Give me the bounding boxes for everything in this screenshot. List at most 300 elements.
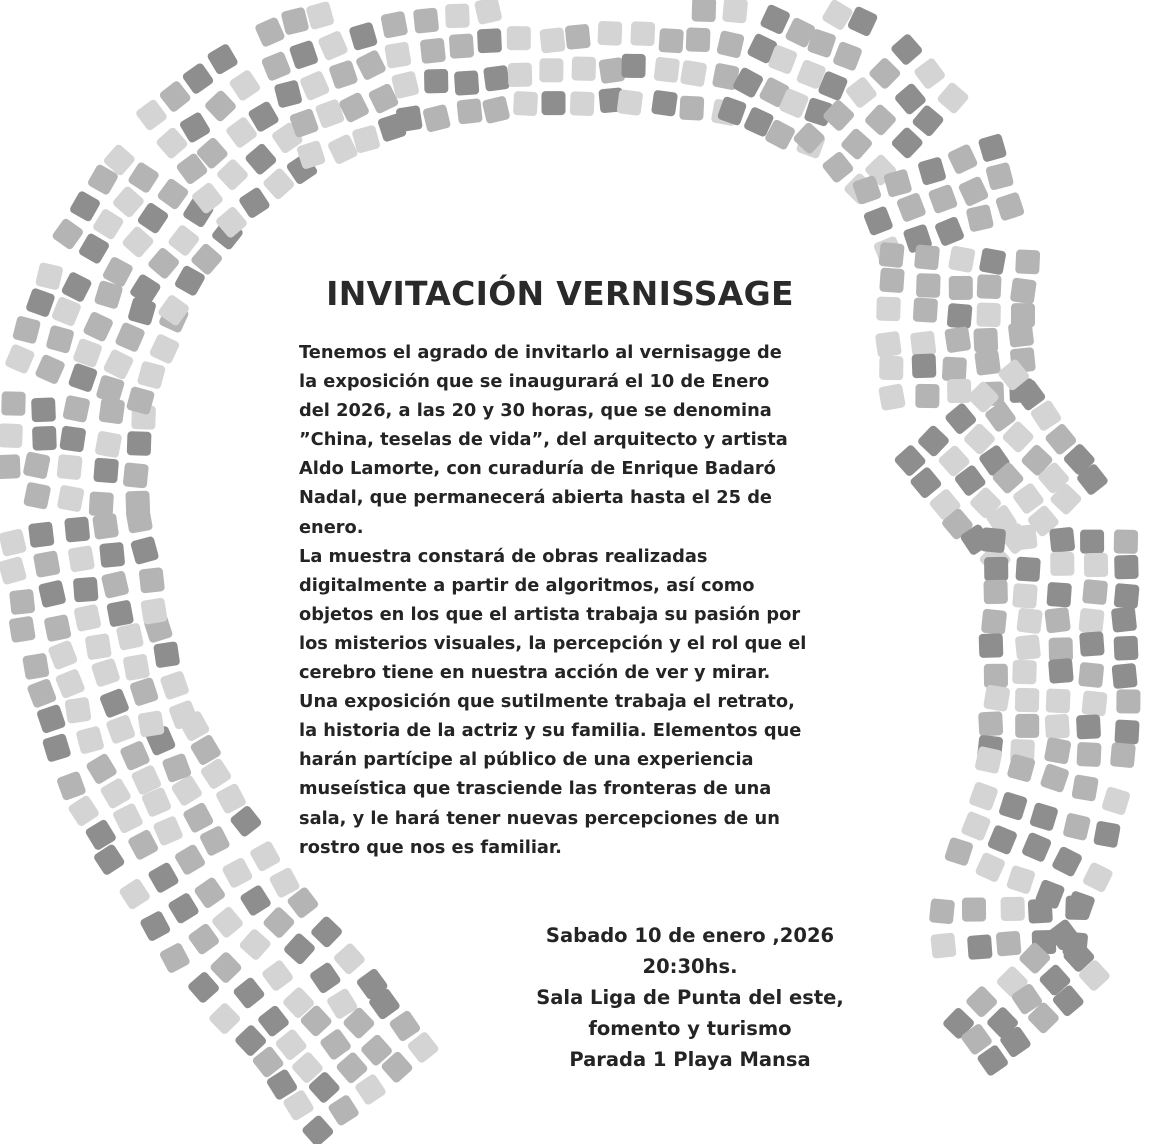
mosaic-tile xyxy=(125,491,150,516)
body-line: museística que trasciende las fronteras de una xyxy=(299,778,772,800)
body-line: Aldo Lamorte, con curaduría de Enrique Badaró xyxy=(299,458,776,480)
mosaic-tile xyxy=(257,1004,291,1038)
mosaic-tile xyxy=(73,604,101,632)
mosaic-tile xyxy=(254,16,286,48)
mosaic-tile xyxy=(384,41,412,69)
mosaic-tile xyxy=(980,527,1006,553)
mosaic-tile xyxy=(1116,689,1140,713)
mosaic-tile xyxy=(280,7,309,36)
mosaic-tile xyxy=(0,423,23,448)
mosaic-tile xyxy=(12,315,41,344)
mosaic-tile xyxy=(1076,714,1101,739)
body-line: sala, y le hará tener nuevas percepciones de un xyxy=(299,807,780,829)
body-line: harán partícipe al público de una experiencia xyxy=(299,749,754,771)
mosaic-tile xyxy=(890,126,924,160)
event-time: 20:30hs. xyxy=(642,955,738,978)
mosaic-tile xyxy=(67,545,95,573)
mosaic-tile xyxy=(75,725,104,754)
mosaic-tile xyxy=(299,70,331,102)
mosaic-tile xyxy=(896,192,927,223)
mosaic-tile xyxy=(1012,660,1037,685)
mosaic-tile xyxy=(283,932,317,966)
mosaic-tile xyxy=(507,26,531,50)
mosaic-tile xyxy=(105,714,136,745)
mosaic-tile xyxy=(844,76,878,110)
mosaic-tile xyxy=(913,57,947,91)
body-line: Nadal, que permanecerá abierta hasta el 25 de xyxy=(299,487,772,509)
mosaic-tile xyxy=(56,454,82,480)
mosaic-tile xyxy=(249,840,282,873)
mosaic-tile xyxy=(305,1,335,31)
mosaic-tile xyxy=(35,262,64,291)
mosaic-tile xyxy=(158,80,192,114)
mosaic-tile xyxy=(1076,742,1101,767)
mosaic-tile xyxy=(936,81,970,115)
mosaic-tile xyxy=(949,276,973,300)
mosaic-tile xyxy=(274,79,303,108)
mosaic-tile xyxy=(1114,555,1139,580)
mosaic-tile xyxy=(1015,688,1040,713)
mosaic-tile xyxy=(55,668,86,699)
mosaic-tile xyxy=(976,303,1000,327)
mosaic-tile xyxy=(832,41,863,72)
body-line: la exposición que se inaugurará el 10 de Enero xyxy=(299,371,770,393)
mosaic-tile xyxy=(199,825,231,857)
mosaic-tile xyxy=(1016,608,1043,635)
mosaic-tile xyxy=(4,343,36,375)
event-date: Sabado 10 de enero ,2026 xyxy=(545,924,835,947)
mosaic-tile xyxy=(1015,714,1039,738)
mosaic-tile xyxy=(348,21,378,51)
mosaic-tile xyxy=(968,781,999,812)
mosaic-tile xyxy=(106,599,134,627)
mosaic-tile xyxy=(840,127,874,161)
mosaic-tile xyxy=(474,0,503,25)
body-line: La muestra constará de obras realizadas xyxy=(299,545,708,567)
mosaic-tile xyxy=(112,802,144,834)
mosaic-tile xyxy=(960,810,991,841)
mosaic-tile xyxy=(116,622,145,651)
mosaic-tile xyxy=(193,876,226,909)
mosaic-tile xyxy=(56,771,87,802)
mosaic-tile xyxy=(123,462,149,488)
mosaic-tile xyxy=(328,59,358,89)
mosaic-tile xyxy=(244,142,278,176)
mosaic-tile xyxy=(310,915,344,949)
mosaic-tile xyxy=(658,28,683,53)
mosaic-tile xyxy=(539,58,563,82)
mosaic-tile xyxy=(1082,861,1114,893)
mosaic-tile xyxy=(317,30,349,62)
mosaic-tile xyxy=(630,21,655,46)
mosaic-tile xyxy=(513,91,538,116)
mosaic-tile xyxy=(422,104,451,133)
mosaic-tile xyxy=(1065,895,1090,920)
mosaic-tile xyxy=(1093,820,1121,848)
mosaic-tile xyxy=(43,614,71,642)
mosaic-tile xyxy=(33,550,61,578)
mosaic-tile xyxy=(38,580,67,609)
mosaic-tile xyxy=(209,951,243,985)
mosaic-tile xyxy=(73,577,99,603)
mosaic-tile xyxy=(910,330,937,357)
mosaic-tile xyxy=(93,458,119,484)
mosaic-tile xyxy=(181,62,214,95)
mosaic-tile xyxy=(1049,637,1073,661)
mosaic-tile xyxy=(127,431,152,456)
mosaic-tile xyxy=(59,425,86,452)
mosaic-tile xyxy=(686,27,711,52)
mosaic-tile xyxy=(1078,608,1104,634)
mosaic-tile xyxy=(598,57,625,84)
mosaic-tile xyxy=(539,27,565,53)
mosaic-tile xyxy=(947,303,973,329)
mosaic-tile xyxy=(391,70,420,99)
mosaic-tile xyxy=(1050,552,1074,576)
mosaic-tile xyxy=(413,7,439,33)
mosaic-tile xyxy=(221,857,253,889)
mosaic-tile xyxy=(1011,524,1038,551)
mosaic-tile xyxy=(974,851,1006,883)
mosaic-tile xyxy=(102,348,134,380)
mosaic-tile xyxy=(327,1094,360,1127)
mosaic-tile xyxy=(261,51,292,82)
mosaic-tile xyxy=(182,801,214,833)
mosaic-tile xyxy=(289,40,319,70)
mosaic-tile xyxy=(101,570,130,599)
mosaic-tile xyxy=(1080,530,1104,554)
mosaic-tile xyxy=(944,326,971,353)
mosaic-tile xyxy=(692,0,717,22)
mosaic-tile xyxy=(449,33,475,59)
body-line: enero. xyxy=(299,516,364,538)
mosaic-tile xyxy=(996,931,1022,957)
body-line: Tenemos el agrado de invitarlo al vernisagge de xyxy=(299,342,782,363)
mosaic-tile xyxy=(32,426,57,451)
mosaic-tile xyxy=(62,395,90,423)
mosaic-tile xyxy=(962,897,986,921)
mosaic-tile xyxy=(94,430,122,458)
mosaic-tile xyxy=(864,103,898,137)
mosaic-tile xyxy=(680,60,708,88)
mosaic-tile xyxy=(1079,631,1105,657)
mosaic-tile xyxy=(147,861,180,894)
mosaic-tile xyxy=(9,589,35,615)
mosaic-tile xyxy=(1062,812,1091,841)
mosaic-tile xyxy=(651,90,678,117)
mosaic-tile xyxy=(965,985,999,1019)
mosaic-tile xyxy=(380,11,408,39)
mosaic-tile xyxy=(31,397,56,422)
mosaic-tile xyxy=(64,697,91,724)
mosaic-tile xyxy=(1048,658,1074,684)
mosaic-tile xyxy=(942,357,967,382)
mosaic-tile xyxy=(454,70,479,95)
mosaic-tile xyxy=(152,815,184,847)
mosaic-tile xyxy=(508,62,533,87)
mosaic-tile xyxy=(99,542,125,568)
mosaic-tile xyxy=(92,208,125,241)
mosaic-tile xyxy=(89,491,114,516)
mosaic-tile xyxy=(67,794,100,827)
mosaic-tile xyxy=(974,746,1002,774)
mosaic-tile xyxy=(91,657,121,687)
mosaic-tile xyxy=(47,639,78,670)
mosaic-tile xyxy=(477,28,502,53)
mosaic-tile xyxy=(1051,845,1083,877)
mosaic-tile xyxy=(8,616,35,643)
mosaic-tile xyxy=(947,379,971,403)
mosaic-tile xyxy=(149,333,181,365)
mosaic-tile xyxy=(445,4,470,29)
mosaic-tile xyxy=(1111,606,1137,632)
mosaic-tile xyxy=(118,878,151,911)
mosaic-tile xyxy=(82,311,114,343)
mosaic-tile xyxy=(187,922,220,955)
mosaic-tile xyxy=(354,1073,387,1106)
mosaic-tile xyxy=(420,38,446,64)
mosaic-tile xyxy=(947,143,979,175)
mosaic-tile xyxy=(541,91,565,115)
mosaic-tile xyxy=(395,105,422,132)
event-details xyxy=(510,920,870,1075)
mosaic-tile xyxy=(917,156,947,186)
body-line: objetos en los que el artista trabaja su pasión por xyxy=(299,603,801,625)
mosaic-tile xyxy=(958,175,990,207)
mosaic-tile xyxy=(979,633,1004,658)
mosaic-tile xyxy=(868,56,902,90)
mosaic-tile xyxy=(948,245,976,273)
mosaic-tile xyxy=(1084,553,1108,577)
mosaic-tile xyxy=(57,484,85,512)
mosaic-tile xyxy=(984,557,1008,581)
mosaic-tile xyxy=(1015,249,1040,274)
mosaic-tile xyxy=(890,33,924,67)
mosaic-tile xyxy=(1015,557,1040,582)
mosaic-tile xyxy=(1008,321,1035,348)
mosaic-tile xyxy=(930,932,956,958)
mosaic-tile xyxy=(1045,714,1070,739)
mosaic-tile xyxy=(187,970,221,1004)
mosaic-tile xyxy=(1000,897,1024,921)
mosaic-tile xyxy=(875,331,902,358)
mosaic-tile xyxy=(978,133,1008,163)
mosaic-tile xyxy=(0,454,21,479)
mosaic-tile xyxy=(876,297,901,322)
event-location: Parada 1 Playa Mansa xyxy=(569,1048,811,1071)
mosaic-tile xyxy=(978,711,1003,736)
mosaic-tile xyxy=(1114,529,1139,554)
mosaic-tile xyxy=(204,89,238,123)
mosaic-tile xyxy=(1012,583,1038,609)
mosaic-tile xyxy=(139,567,165,593)
mosaic-tile xyxy=(1078,662,1104,688)
mosaic-tile xyxy=(916,273,941,298)
mosaic-tile xyxy=(216,158,250,192)
mosaic-tile xyxy=(1111,663,1137,689)
mosaic-tile xyxy=(1101,786,1131,816)
mosaic-tile xyxy=(69,190,102,223)
mosaic-tile xyxy=(45,325,74,354)
mosaic-tile xyxy=(26,678,57,709)
mosaic-tile xyxy=(929,898,955,924)
mosaic-tile xyxy=(913,297,938,322)
mosaic-tile xyxy=(983,684,1011,712)
mosaic-tile xyxy=(153,641,180,668)
mosaic-tile xyxy=(977,274,1002,299)
mosaic-tile xyxy=(482,95,511,124)
mosaic-tile xyxy=(156,177,190,211)
mosaic-tile xyxy=(238,186,271,219)
mosaic-tile xyxy=(127,829,159,861)
mosaic-tile xyxy=(0,556,27,586)
mosaic-tile xyxy=(119,740,151,772)
mosaic-tile xyxy=(92,513,119,540)
mosaic-tile xyxy=(572,56,597,81)
mosaic-tile xyxy=(1046,582,1072,608)
mosaic-tile xyxy=(998,791,1028,821)
mosaic-tile xyxy=(36,704,66,734)
mosaic-tile xyxy=(974,349,1001,376)
mosaic-tile xyxy=(232,976,266,1010)
mosaic-tile xyxy=(1044,737,1072,765)
mosaic-tile xyxy=(1044,607,1071,634)
mosaic-tile xyxy=(147,246,181,280)
page-title: INVITACIÓN VERNISSAGE xyxy=(326,274,794,313)
mosaic-tile xyxy=(722,0,748,24)
mosaic-tile xyxy=(863,205,894,236)
body-line: ”China, teselas de vida”, del arquitecto y artista xyxy=(299,429,788,451)
mosaic-tile xyxy=(1,391,26,416)
mosaic-tile xyxy=(679,96,704,121)
mosaic-tile xyxy=(570,91,595,116)
mosaic-tile xyxy=(1049,527,1075,553)
mosaic-tile xyxy=(135,98,169,132)
mosaic-tile xyxy=(1029,802,1059,832)
mosaic-tile xyxy=(167,224,201,258)
mosaic-tile xyxy=(122,653,150,681)
mosaic-tile xyxy=(984,664,1008,688)
mosaic-tile xyxy=(0,528,27,557)
mosaic-tile xyxy=(114,321,146,353)
mosaic-tile xyxy=(1028,898,1053,923)
mosaic-tile xyxy=(878,383,906,411)
mosaic-tile xyxy=(966,204,995,233)
event-venue: Sala Liga de Punta del este, xyxy=(536,986,844,1009)
mosaic-tile xyxy=(915,384,939,408)
mosaic-tile xyxy=(565,24,591,50)
mosaic-tile xyxy=(944,837,974,867)
mosaic-tile xyxy=(995,191,1025,221)
mosaic-tile xyxy=(912,353,937,378)
mosaic-tile xyxy=(1114,636,1139,661)
mosaic-tile xyxy=(332,942,366,976)
mosaic-tile xyxy=(140,597,168,625)
mosaic-tile xyxy=(22,653,50,681)
mosaic-tile xyxy=(1021,831,1052,862)
mosaic-tile xyxy=(616,89,643,116)
body-line: rostro que nos es familiar. xyxy=(299,836,562,858)
mosaic-tile xyxy=(238,928,272,962)
mosaic-tile xyxy=(137,710,165,738)
mosaic-tile xyxy=(1046,688,1071,713)
mosaic-tile xyxy=(878,242,904,268)
mosaic-tile xyxy=(821,150,855,184)
mosaic-tile xyxy=(1114,719,1139,744)
body-line: digitalmente a partir de algoritmos, así como xyxy=(299,574,755,596)
invitation-body xyxy=(299,338,844,862)
mosaic-tile xyxy=(981,609,1007,635)
mosaic-tile xyxy=(597,21,622,46)
mosaic-tile xyxy=(206,43,239,76)
mosaic-tile xyxy=(34,353,66,385)
event-venue-continued: fomento y turismo xyxy=(588,1017,792,1040)
mosaic-tile xyxy=(934,216,965,247)
mosaic-tile xyxy=(1114,583,1140,609)
mosaic-tile xyxy=(928,184,959,215)
mosaic-tile xyxy=(159,942,191,974)
mosaic-tile xyxy=(111,185,145,219)
mosaic-tile xyxy=(51,217,84,250)
mosaic-tile xyxy=(456,98,482,124)
body-line: la historia de la actriz y su familia. Elementos que xyxy=(299,720,802,742)
mosaic-tile xyxy=(208,1002,242,1036)
mosaic-tile xyxy=(983,580,1008,605)
mosaic-tile xyxy=(879,268,905,294)
mosaic-tile xyxy=(64,516,90,542)
mosaic-tile xyxy=(228,69,261,102)
mosaic-tile xyxy=(973,328,998,353)
mosaic-tile xyxy=(174,843,207,876)
mosaic-tile xyxy=(987,824,1018,855)
body-line: los misterios visuales, la percepción y el rol que el xyxy=(299,632,807,654)
mosaic-tile xyxy=(1081,690,1107,716)
mosaic-tile xyxy=(137,360,166,389)
mosaic-tile xyxy=(261,959,295,993)
mosaic-tile xyxy=(985,162,1014,191)
mosaic-tile xyxy=(914,244,940,270)
mosaic-tile xyxy=(1110,742,1136,768)
mosaic-tile xyxy=(167,892,200,925)
mosaic-tile xyxy=(1015,634,1041,660)
mosaic-tile xyxy=(301,1114,335,1144)
mosaic-tile xyxy=(979,247,1007,275)
mosaic-tile xyxy=(239,884,272,917)
mosaic-tile xyxy=(211,905,245,939)
body-line: Una exposición que sutilmente trabaja el retrato, xyxy=(299,691,795,713)
mosaic-tile xyxy=(879,356,903,380)
mosaic-tile xyxy=(716,30,745,59)
mosaic-tile xyxy=(23,451,51,479)
mosaic-tile xyxy=(1039,763,1069,793)
mosaic-tile xyxy=(85,633,112,660)
mosaic-tile xyxy=(621,54,645,78)
body-line: cerebro tiene en nuestra acción de ver y mirar. xyxy=(299,662,771,684)
mosaic-tile xyxy=(23,482,51,510)
mosaic-tile xyxy=(1006,865,1036,895)
mosaic-tile xyxy=(653,56,680,83)
mosaic-tile xyxy=(130,536,159,565)
mosaic-tile xyxy=(262,906,296,940)
mosaic-tile xyxy=(42,733,72,763)
mosaic-tile xyxy=(129,677,159,707)
mosaic-tile xyxy=(159,670,190,701)
mosaic-tile xyxy=(1082,579,1108,605)
mosaic-tile xyxy=(78,232,111,265)
mosaic-tile xyxy=(139,910,171,942)
mosaic-tile xyxy=(85,752,118,785)
mosaic-tile xyxy=(967,934,993,960)
